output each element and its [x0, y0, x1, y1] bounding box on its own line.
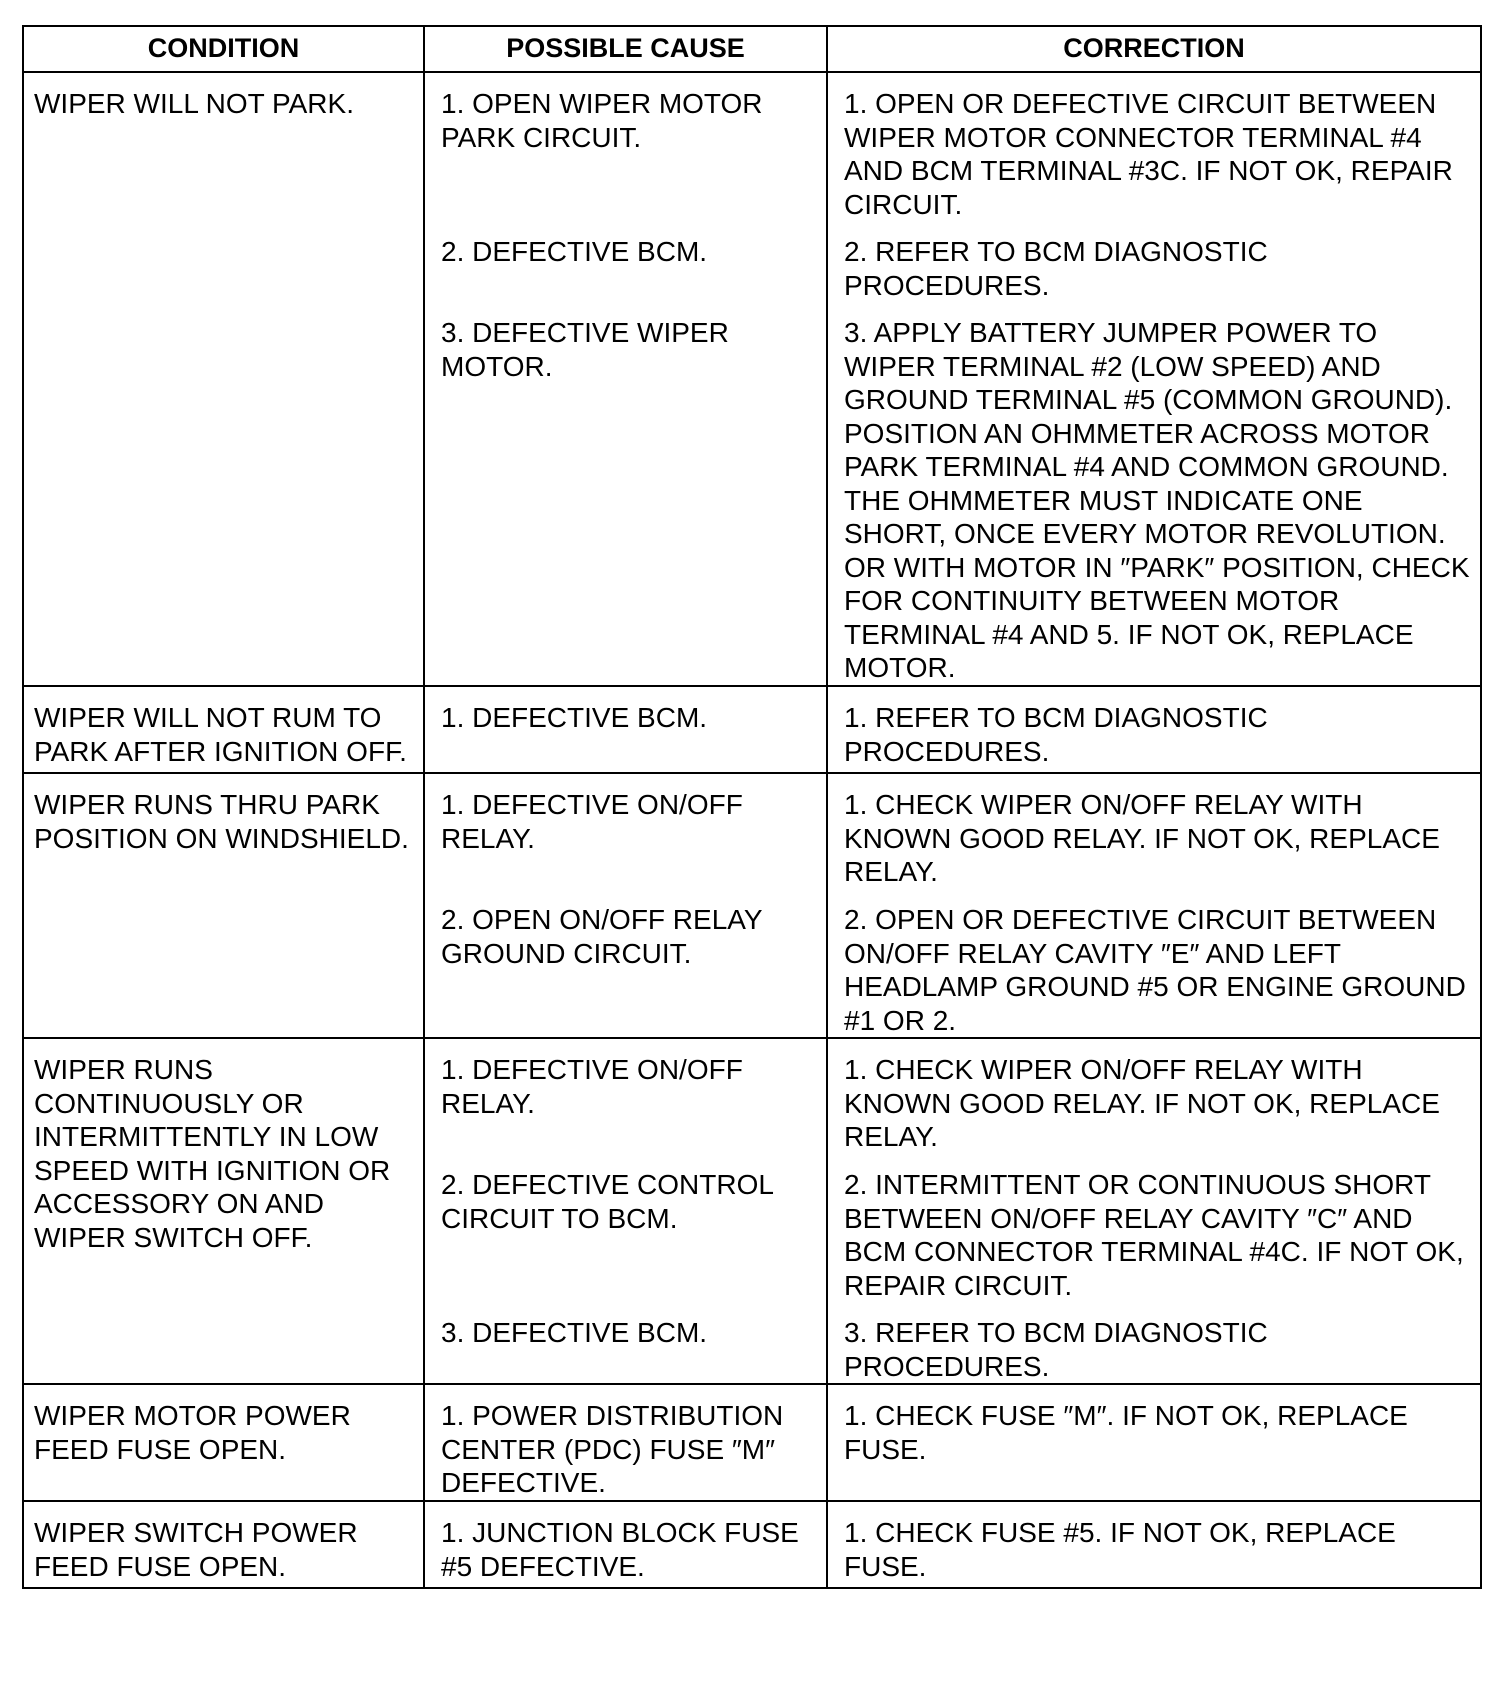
- correction-item: 1. REFER TO BCM DIAGNOSTIC PROCEDURES.: [844, 702, 1268, 767]
- possible-cause-item: 1. DEFECTIVE ON/OFF RELAY.: [441, 789, 743, 854]
- cause-cell: [424, 1501, 827, 1588]
- table-row: [23, 686, 1481, 773]
- correction-item: 1. CHECK WIPER ON/OFF RELAY WITH KNOWN GOOD RELAY. IF NOT OK, REPLACE RELAY.: [844, 1054, 1440, 1152]
- table-row: [23, 1384, 1481, 1501]
- condition-cell: WIPER WILL NOT PARK.: [23, 72, 424, 686]
- cause-cell: [424, 773, 827, 1038]
- correction-cell: [827, 1501, 1481, 1588]
- table-row: [23, 773, 1481, 1038]
- header-correction: CORRECTION: [827, 26, 1481, 72]
- correction-item: 3. REFER TO BCM DIAGNOSTIC PROCEDURES.: [844, 1317, 1268, 1382]
- possible-cause-item: 1. OPEN WIPER MOTOR PARK CIRCUIT.: [441, 88, 763, 153]
- possible-cause-item: 1. JUNCTION BLOCK FUSE #5 DEFECTIVE.: [441, 1517, 799, 1582]
- condition-cell: WIPER SWITCH POWER FEED FUSE OPEN.: [23, 1501, 424, 1588]
- correction-cell: [827, 1384, 1481, 1501]
- possible-cause-item: 2. DEFECTIVE BCM.: [441, 236, 708, 267]
- header-possible-cause: POSSIBLE CAUSE: [424, 26, 827, 72]
- possible-cause-item: 2. DEFECTIVE CONTROL CIRCUIT TO BCM.: [441, 1169, 773, 1234]
- correction-item: 2. INTERMITTENT OR CONTINUOUS SHORT BETWEEN ON/OFF RELAY CAVITY ″C″ AND BCM CONNECTOR TERMINAL #4C. IF NOT OK, REPAIR CIRCUIT.: [844, 1169, 1464, 1301]
- diagnosis-table: [22, 25, 1482, 1589]
- correction-cell: [827, 72, 1481, 686]
- correction-item: 1. CHECK FUSE ″M″. IF NOT OK, REPLACE FUSE.: [844, 1400, 1408, 1465]
- correction-item: 1. CHECK WIPER ON/OFF RELAY WITH KNOWN GOOD RELAY. IF NOT OK, REPLACE RELAY.: [844, 789, 1440, 887]
- table-row: [23, 1038, 1481, 1384]
- possible-cause-item: 1. DEFECTIVE ON/OFF RELAY.: [441, 1054, 743, 1119]
- possible-cause-item: 1. DEFECTIVE BCM.: [441, 702, 708, 733]
- correction-item: 2. OPEN OR DEFECTIVE CIRCUIT BETWEEN ON/OFF RELAY CAVITY ″E″ AND LEFT HEADLAMP GROUND #5 OR ENGINE GROUND #1 OR 2.: [844, 904, 1466, 1036]
- correction-cell: [827, 773, 1481, 1038]
- cause-cell: [424, 1038, 827, 1384]
- correction-item: 1. CHECK FUSE #5. IF NOT OK, REPLACE FUSE.: [844, 1517, 1396, 1582]
- possible-cause-item: 3. DEFECTIVE BCM.: [441, 1317, 708, 1348]
- condition-cell: WIPER MOTOR POWER FEED FUSE OPEN.: [23, 1384, 424, 1501]
- condition-cell: WIPER RUNS CONTINUOUSLY OR INTERMITTENTLY IN LOW SPEED WITH IGNITION OR ACCESSORY ON AND WIPER SWITCH OFF.: [23, 1038, 424, 1384]
- correction-item: 1. OPEN OR DEFECTIVE CIRCUIT BETWEEN WIPER MOTOR CONNECTOR TERMINAL #4 AND BCM TERMINAL #3C. IF NOT OK, REPAIR CIRCUIT.: [844, 88, 1453, 220]
- cause-cell: [424, 686, 827, 773]
- cause-cell: [424, 72, 827, 686]
- possible-cause-item: 3. DEFECTIVE WIPER MOTOR.: [441, 317, 729, 382]
- condition-cell: WIPER WILL NOT RUM TO PARK AFTER IGNITION OFF.: [23, 686, 424, 773]
- header-row: [23, 26, 1481, 72]
- cause-cell: [424, 1384, 827, 1501]
- table-row: [23, 1501, 1481, 1588]
- correction-cell: [827, 1038, 1481, 1384]
- correction-item: 3. APPLY BATTERY JUMPER POWER TO WIPER TERMINAL #2 (LOW SPEED) AND GROUND TERMINAL #5 (COMMON GROUND). POSITION AN OHMMETER ACROSS MOTOR PARK TERMINAL #4 AND COMMON GROUND. THE OHMMETER MUST INDICATE ONE SHORT, ONCE EVERY MOTOR REVOLUTION. OR WITH MOTOR IN ″PARK″ POSITION, CHECK FOR CONTINUITY BETWEEN MOTOR TERMINAL #4 AND 5. IF NOT OK, REPLACE MOTOR.: [844, 317, 1470, 683]
- correction-cell: [827, 686, 1481, 773]
- correction-item: 2. REFER TO BCM DIAGNOSTIC PROCEDURES.: [844, 236, 1268, 301]
- condition-cell: WIPER RUNS THRU PARK POSITION ON WINDSHIELD.: [23, 773, 424, 1038]
- header-condition: CONDITION: [23, 26, 424, 72]
- table-row: [23, 72, 1481, 686]
- possible-cause-item: 2. OPEN ON/OFF RELAY GROUND CIRCUIT.: [441, 904, 763, 969]
- possible-cause-item: 1. POWER DISTRIBUTION CENTER (PDC) FUSE ″M″ DEFECTIVE.: [441, 1400, 784, 1498]
